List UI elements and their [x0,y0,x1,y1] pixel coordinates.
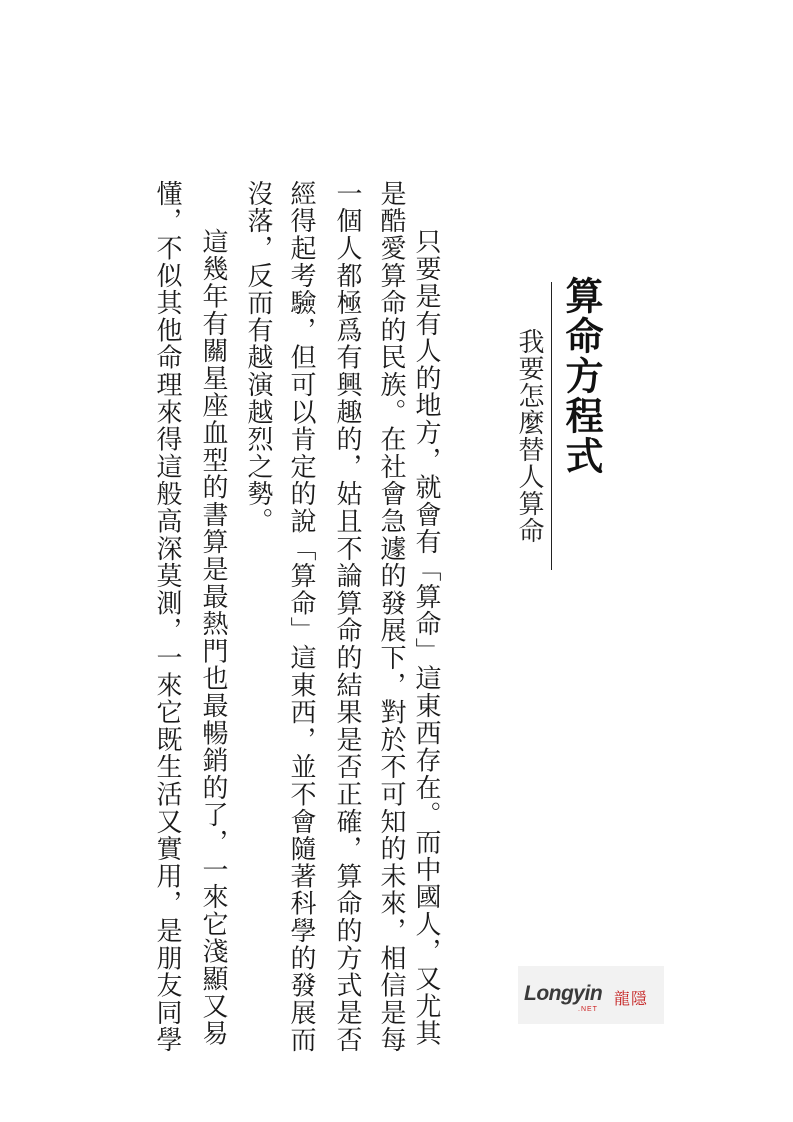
watermark-text-zh: 龍隱 [614,989,649,1008]
body-column-7: 懂，不似其他命理來得這般高深莫測，一來它既生活又實用，是朋友同學 [152,180,182,1054]
body-column-2: 是酷愛算命的民族。在社會急遽的發展下，對於不可知的未來，相信是每 [376,180,406,1054]
body-column-5: 沒落，反而有越演越烈之勢。 [243,180,273,535]
body-column-3: 一個人都極爲有興趣的，姑且不論算命的結果是否正確，算命的方式是否 [332,180,362,1054]
watermark-text-en: Longyin [524,982,603,1005]
body-column-1: 只要是有人的地方，就會有「算命」這東西存在。而中國人，又尤其 [411,228,441,1047]
watermark-logo [518,966,664,1024]
body-column-4: 經得起考驗，但可以肯定的說「算命」這東西，並不會隨著科學的發展而 [286,180,316,1054]
watermark-text-net: .NET [578,1006,598,1013]
chapter-subtitle: 我要怎麼替人算命 [514,328,544,544]
chapter-title: 算命方程式 [559,276,604,476]
title-divider [551,282,552,570]
body-column-6: 這幾年有關星座血型的書算是最熱門也最暢銷的了，一來它淺顯又易 [198,228,228,1047]
